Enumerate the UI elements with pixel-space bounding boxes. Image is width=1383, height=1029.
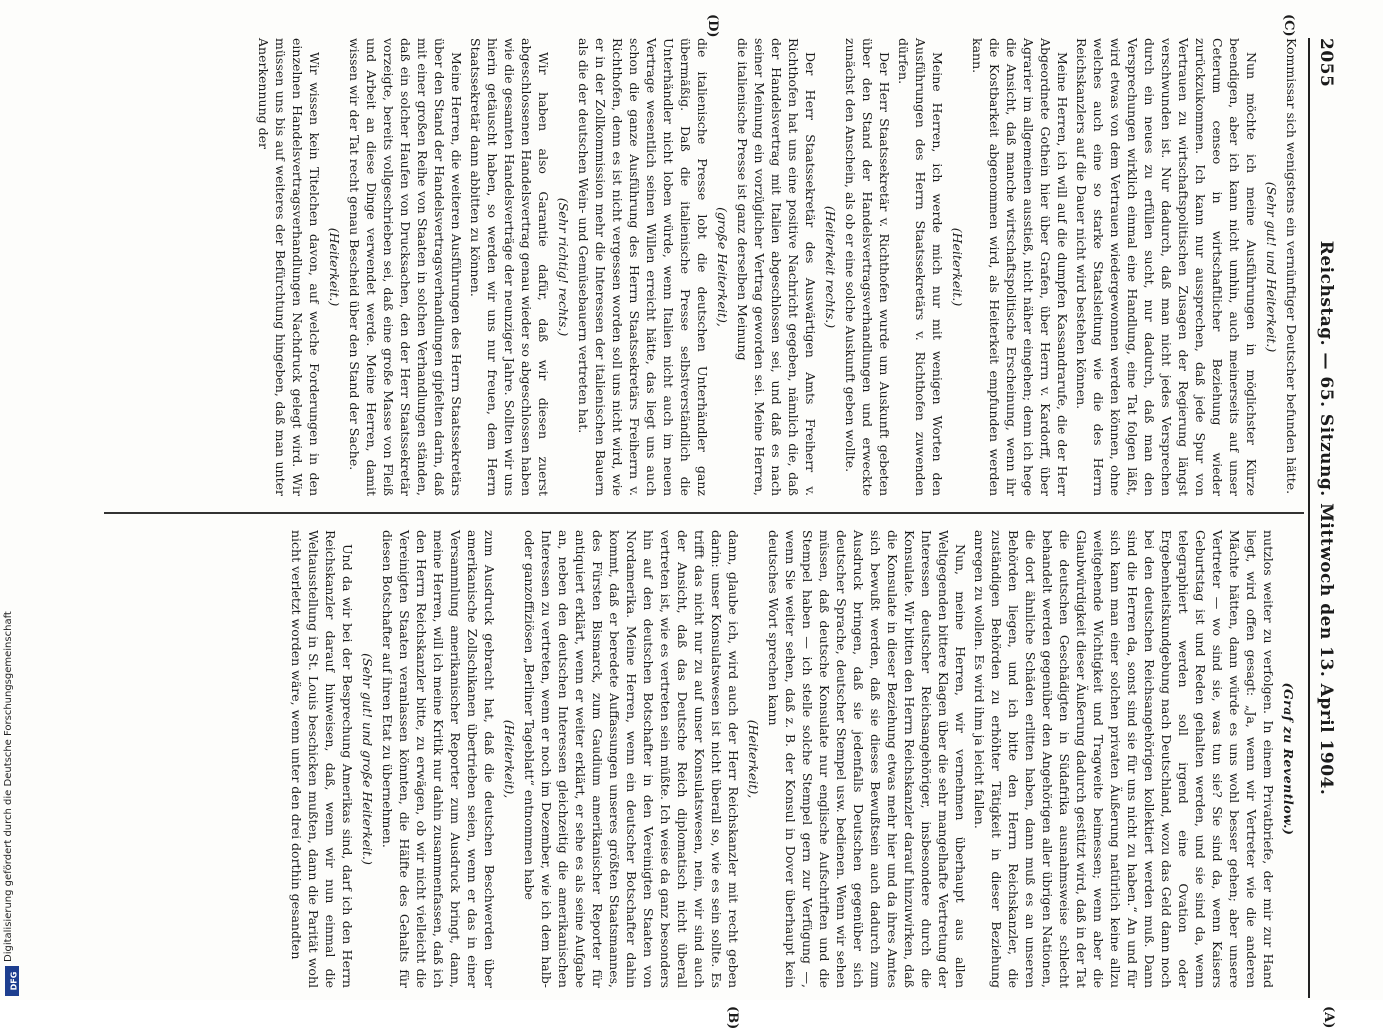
interjection: (Heiterkeit.) [327, 227, 342, 307]
margin-marker-c: (A) [1321, 1006, 1336, 1029]
interjection: (Sehr richtig! rechts.) [556, 197, 571, 337]
paragraph: nutzlos weiter zu verfolgen. In einem Privatbriefe, der mir zur Hand liegt, wird offen gesagt: „Ja, wenn wir Vertreter wie die anderen Mächte hätten, dann würde es uns wohl besser gehen; aber unsere Vertreter — wo sind sie, was tun sie? Sie sind da, wenn Kaisers Geburtstag ist und Reden gehalten werden, und sie sind da, wenn telegraphiert werden soll irgend eine Ovation oder Ergebenheitskundgebung nach Deutschland, wozu das Geld dann noch bei den deutschen Reichsangehörigen kollektiert werden muß. Dann sind die Herren da, sonst sind sie für uns nicht zu haben.“ An und für sich kann man einer solchen privaten Äußerung natürlich keine allzu weitgehende Wichtigkeit und Tragweite beimessen; wenn aber die Glaubwürdigkeit dieser Äußerung dadurch gestützt wird, daß in der Tat die deutschen Geschädigten in Südafrika ausnahmsweise schlecht behandelt werden gegenüber den Angehörigen aller übrigen Nationen, die dort ähnliche Schäden erlitten haben, dann muß es an unseren Behörden liegen, und ich bitte den Herrn Reichskanzler, die zuständigen Behörden zu erhöhter Tätigkeit in dieser Beziehung anregen zu wollen. Es wird ihm ja leicht fallen. [972, 530, 1276, 988]
speaker-name: (Graf zu Reventlow.) [1281, 682, 1296, 836]
scanned-page [60, 14, 1340, 1029]
interjection: (Heiterkeit.) [950, 227, 965, 307]
interjection: (Heiterkeit), [746, 719, 761, 799]
digitization-credit [2, 0, 22, 1000]
interjection: (Heiterkeit), [502, 719, 517, 799]
page-number: 2055 [1316, 38, 1336, 88]
paragraph: Der Herr Staatssekretär v. Richthofen wurde um Auskunft gebeten über den Stand der Handelsvertragsverhandlungen und erweckte zunächst den Anschein, als ob er eine solche Auskunft geben wollte. [843, 38, 892, 496]
paragraph: Nun möchte ich meine Ausführungen in möglichster Kürze beendigen, aber ich kann nicht umhin, auch meinerseits auf unser Ceterum censeo in wirtschaftlicher Beziehung wieder zurückzukommen. Ich kann nur aussprechen, daß jede Spur von Vertrauen zu wirtschaftspolitischen Zusagen der Regierung längst verschwunden ist. Nur dadurch, daß man nicht jedes Versprechen durch ein neues zu erfüllen sucht, nur dadurch, daß man den Versprechungen wirklich einmal eine Handlung, eine Tat folgen läßt, wird etwas von dem Vertrauen wiedergewonnen werden können, ohne welches auch eine so starke Staatsleitung wie die des Herrn Reichskanzlers auf die Dauer nicht wird bestehen können. [1074, 38, 1259, 496]
paragraph: Kommissar sich wenigstens ein vernünftiger Deutscher befunden hätte. [1284, 38, 1299, 495]
paragraph: dann, glaube ich, wird auch der Herr Reichskanzler mit recht geben darin: unser Konsulatswesen ist nicht überall so, wie es sein sollte. Es trifft das nicht nur zu auf unser Konsulatswesen, nein, wir sind auch der Ansicht, daß das Deutsche Reich diplomatisch nicht überall vertreten ist, wie es vertreten sein müßte. Ich weise da ganz besonders hin auf den deutschen Botschafter in den Vereinigten Staaten von Nordamerika. Meine Herren, wenn ein deutscher Botschafter dahin kommt, daß er beredete Auffassungen unseres größten Staatsmannes, des Fürsten Bismarck, zum Gaudium amerikanischer Reporter für antiquiert erklärt, wenn er weiter erklärt, er sehe es als seine Aufgabe an, neben den deutschen Interessen gleichzeitig die amerikanischen Interessen zu vertreten, wenn er noch im Dezember, wie ich dem halb- oder ganzoffiziösen „Berliner Tageblatt“ entnommen habe [522, 530, 741, 988]
session-title: Reichstag. — 65. Sitzung. Mittwoch den 13. April 1904. [1316, 240, 1336, 796]
margin-marker-a: (C) [1281, 14, 1296, 37]
interjection: (Sehr gut! und Heiterkeit.) [1264, 181, 1279, 353]
paragraph: Wir haben also Garantie dafür, daß wir diesen zuerst abgeschlossenen Handelsvertrag genau wieder so abgeschlossen haben wie die gesamten Handelsverträge der neunziger Jahre. Sollten wir uns hierin getäuscht haben, so werden wir uns nur freuen, dem Herrn Staatssekretär dann abbitten zu können. [468, 38, 551, 496]
paragraph: Meine Herren, ich werde mich nur mit wenigen Worten den Ausführungen des Herrn Staatssekretärs v. Richthofen zuwenden dürfen. [896, 38, 945, 496]
paragraph: Der Herr Staatssekretär des Auswärtigen Amts Freiherr v. Richthofen hat uns eine positive Nachricht gegeben, nämlich die, daß der Handelsvertrag mit Italien abgeschlossen sei, und daß es nach seiner Meinung ein vorzüglicher Vertrag geworden sei. Meine Herren, die italienische Presse ist ganz derselben Meinung [735, 38, 818, 496]
interjection: (Heiterkeit rechts.) [823, 205, 838, 329]
margin-marker-d: (B) [725, 1006, 740, 1029]
interjection: (große Heiterkeit), [715, 207, 730, 327]
column-divider [104, 512, 1304, 514]
paragraph: zum Ausdruck gebracht hat, daß die deutschen Beschwerden über amerikanische Zollschikanen übertrieben seien, wenn er das in einer Versammlung amerikanischer Reporter zum Ausdruck bringt, dann, meine Herren, will ich meine Kritik nur dahin zusammenfassen, daß ich den Herrn Reichskanzler bitte, zu erwägen, ob wir nicht vielleicht die Vereinigten Staaten veranlassen könnten, die Hälfte des Gehalts für diesen Botschafter auf ihren Etat zu übernehmen. [380, 530, 497, 988]
page-header [1312, 38, 1340, 998]
credit-text: Digitalisierung gefördert durch die Deutsche Forschungsgemeinschaft [3, 611, 14, 962]
paragraph: Meine Herren, ich will auf die dumpfen Kassandrarufe, die der Herr Abgeordnete Gothein hier über Grafen, über Herrn v. Kardorff, über Agrarier im allgemeinen ausstieß, nicht näher eingehen; denn ich hege die Ansicht, daß manche wirtschaftspolitische Erscheinung, wenn ihr die Kostbarkeit abgenommen wird, als Heiterkeit empfunden werden kann. [970, 38, 1070, 496]
header-rule [1308, 38, 1310, 998]
paragraph: die italienische Presse lobt die deutschen Unterhändler ganz übermäßig. Daß die italienische Presse selbstverständlich die Unterhändler nicht loben würde, wenn Italien nicht auch im neuen Vertrage wesentlich seinen Willen erreicht hätte, das liegt uns auch schon die ganze Ausführung des Herrn Staatssekretärs Freiherrn v. Richthofen, denn es ist nicht vergessen worden soll uns nicht wird, wie er in der Zollkommission mehr die Interessen der italienischen Bauern als die der deutschen Wein- und Gemüsebauern vertreten hat. [576, 38, 710, 496]
text-column-left [120, 38, 1300, 496]
paragraph: Und da wir bei der Besprechung Amerikas sind, darf ich den Herrn Reichskanzler darauf hinweisen, daß, wenn wir nun einmal die Weltausstellung in St. Louis beschicken mußten, dann die Parität wohl nicht verletzt worden wäre, wenn unter den drei dorthin gesandten [289, 530, 355, 988]
dfg-logo-text: DFG [9, 971, 19, 991]
margin-marker-b: (D) [705, 14, 720, 38]
paragraph: Meine Herren, die weiteren Ausführungen des Herrn Staatssekretärs über den Stand der Handelsvertragsverhandlungen gipfelten darin, daß mit einer großen Reihe von Staaten in solchen Verhandlungen ständen, daß ein solcher Haufen von Drucksachen, den der Herr Staatssekretär vorzeigte, bereits vollgeschrieben sei, daß eine große Masse von Fleiß und Arbeit an diese Dinge verwendet werde. Meine Herren, damit wissen wir der Tat recht genau Bescheid über den Stand der Sache. [347, 38, 464, 496]
text-column-right [120, 530, 1300, 988]
dfg-logo [5, 966, 19, 996]
interjection: (Sehr gut! und große Heiterkeit.) [360, 653, 375, 865]
paragraph: Nun, meine Herren, wir vernehmen überhaupt aus allen Weltgegenden bittere Klagen über die sehr mangelhafte Vertretung der Interessen deutscher Reichsangehöriger, insbesondere durch die Konsulate. Wir bitten den Herrn Reichskanzler darauf hinzuwirken, daß die Konsulate in dieser Beziehung etwas mehr hier und da ihres Amtes sich bewußt werden, daß sie dieses Bewußtsein auch dadurch zum Ausdruck bringen, daß sie jedenfalls Deutschen gegenüber sich deutscher Sprache, deutscher Stempel usw. bedienen. Wenn wir sehen müssen, daß deutsche Konsulate nur englische Aufschriften und die Stempel haben — ich stelle solche Stempel gern zur Verfügung —, wenn Sie weiter sehen, daß z. B. der Konsul in Dover überhaupt kein deutsches Wort sprechen kann [766, 530, 968, 988]
paragraph: Wir wissen kein Titelchen davon, auf welche Forderungen in den einzelnen Handelsvertragsverhandlungen Nachdruck gelegt wird. Wir müssen uns bis auf weiteres der Befürchtung hingeben, daß man unter Anerkennung der [256, 38, 322, 496]
